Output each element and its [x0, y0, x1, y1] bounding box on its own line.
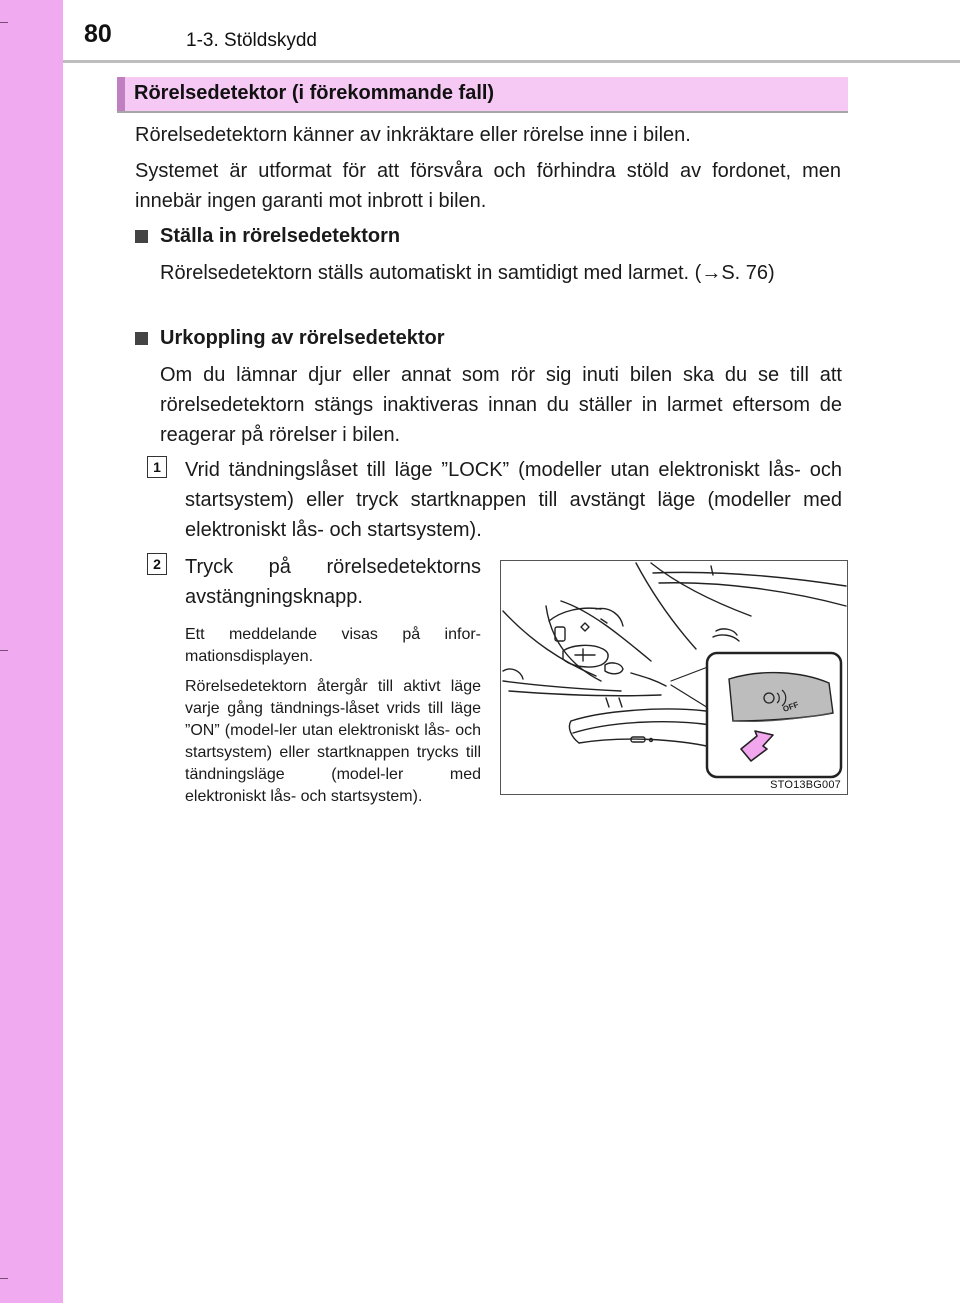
header-rule [63, 60, 960, 63]
page-number: 80 [84, 20, 112, 48]
banner-mark [117, 77, 125, 111]
section-title: 1-3. Stöldskydd [186, 30, 317, 51]
step-note: Ett meddelande visas på infor-mationsdisplayen. [185, 626, 481, 665]
intro-paragraph: Systemet är utformat för att försvåra och förhindra stöld av fordonet, men innebär ingen garanti mot inbrott i bilen. [135, 160, 841, 212]
step-number: 2 [147, 553, 167, 575]
crop-mark [0, 1278, 8, 1279]
banner-title: Rörelsedetektor (i förekommande fall) [134, 82, 495, 104]
section-heading: Ställa in rörelsedetektorn [160, 225, 401, 247]
step-note: Rörelsedetektorn återgår till aktivt läge varje gång tändnings-låset vrids till läge ”ON” (model-ler utan elektroniskt lås- och startsystem) eller startknappen trycks till tändningsläge (model-ler med elektroniskt lås- och startsystem). [185, 678, 481, 805]
crop-mark [0, 22, 8, 23]
section-body: Om du lämnar djur eller annat som rör sig inuti bilen ska du se till att rörelsedetektorn stängs inaktiveras innan du ställer in larmet eftersom de reagerar på rörelser i bilen. [160, 364, 842, 446]
illustration-figure [500, 560, 848, 795]
topic-banner [117, 77, 848, 111]
step-text: Tryck på rörelsedetektorns avstängningsknapp. [185, 556, 481, 608]
overhead-console-drawing [501, 561, 847, 794]
section-heading: Urkoppling av rörelsedetektor [160, 327, 445, 349]
square-bullet-icon [135, 332, 148, 345]
section-body: Rörelsedetektorn ställs automatiskt in samtidigt med larmet. (→S. 76) [160, 262, 775, 284]
square-bullet-icon [135, 230, 148, 243]
crop-mark [0, 650, 8, 651]
step-number: 1 [147, 456, 167, 478]
page-sidebar [0, 0, 63, 1303]
intro-paragraph: Rörelsedetektorn känner av inkräktare eller rörelse inne i bilen. [135, 124, 691, 146]
figure-code: STO13BG007 [770, 779, 841, 791]
banner-rule [117, 111, 848, 113]
step-text: Vrid tändningslåset till läge ”LOCK” (modeller utan elektroniskt lås- och startsystem) eller tryck startknappen till avstängt läge (modeller med elektroniskt lås- och startsystem). [185, 459, 842, 541]
off-label: OFF [781, 699, 800, 714]
